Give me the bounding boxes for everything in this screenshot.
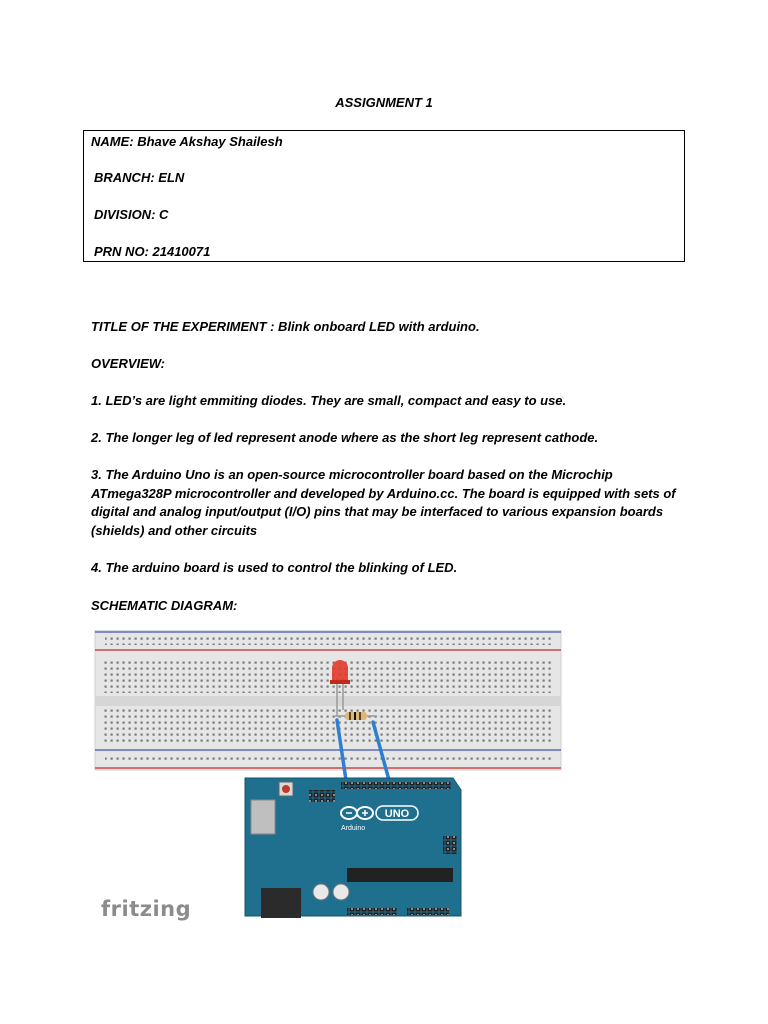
arduino-uno-board [245, 778, 461, 918]
overview-point-2: 2. The longer leg of led represent anode where as the short leg represent cathode. [91, 430, 599, 445]
schematic-heading: SCHEMATIC DIAGRAM: [91, 598, 238, 613]
board-maker-text: Arduino [341, 825, 366, 832]
experiment-title: TITLE OF THE EXPERIMENT : Blink onboard LED with arduino. [91, 319, 480, 334]
overview-point-1: 1. LED’s are light emmiting diodes. They are small, compact and easy to use. [91, 393, 567, 408]
student-prn: PRN NO: 21410071 [94, 244, 211, 259]
student-info-box [83, 130, 685, 262]
schematic-diagram [91, 630, 563, 925]
circuit-illustration [91, 630, 563, 925]
board-logo-text: UNO [384, 808, 410, 820]
overview-point-4: 4. The arduino board is used to control the blinking of LED. [91, 560, 458, 575]
overview-point-3: 3. The Arduino Uno is an open-source microcontroller board based on the Microchip ATmega328P microcontroller and developed by Arduino.cc. The board is equipped with sets of digital and analog input/output (I/O) pins that may be interfaced to various expansion boards (shields) and other circuits [91, 467, 676, 538]
assignment-title: ASSIGNMENT 1 [335, 95, 433, 110]
fritzing-watermark: fritzing [101, 897, 192, 921]
student-name: NAME: Bhave Akshay Shailesh [91, 134, 283, 149]
student-division: DIVISION: C [94, 207, 169, 222]
student-branch: BRANCH: ELN [94, 170, 185, 185]
overview-heading: OVERVIEW: [91, 356, 165, 371]
breadboard [95, 630, 561, 770]
